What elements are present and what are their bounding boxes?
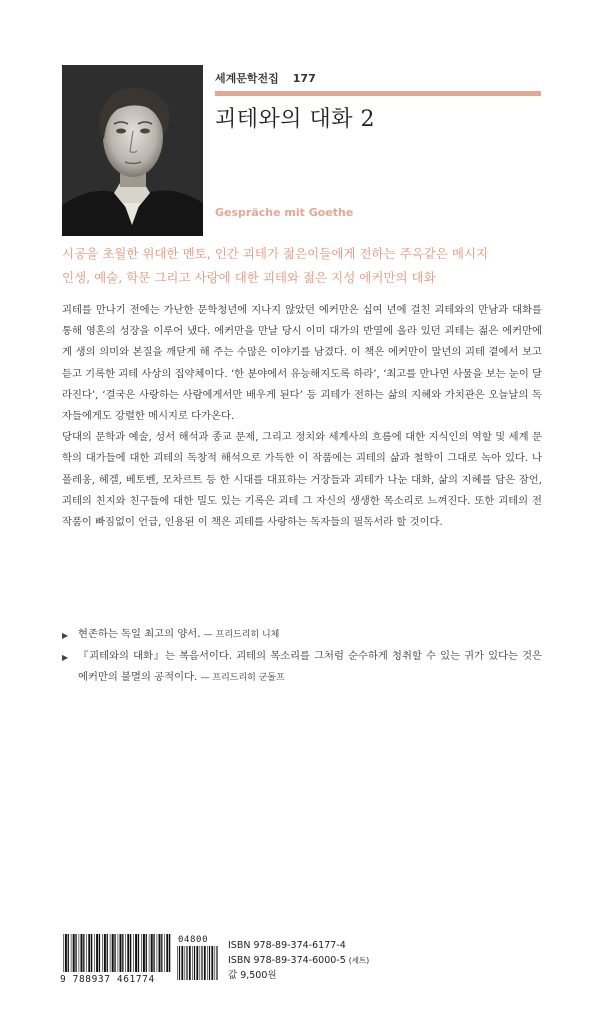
- barcode-bar: [114, 934, 115, 972]
- quotes: [62, 624, 542, 689]
- tagline-1: 시공을 초월한 위대한 멘토, 인간 괴테가 젊은이들에게 전하는 주옥같은 메시지: [62, 246, 489, 261]
- barcode-bar: [189, 946, 191, 980]
- barcode-bar: [192, 946, 193, 980]
- barcode-bar: [83, 934, 84, 972]
- triangle-bullet-icon: ▶: [62, 653, 69, 662]
- barcode-bar: [96, 934, 98, 972]
- barcode-bar: [138, 934, 139, 972]
- quote-text: 『괴테와의 대화』는 복음서이다. 괴테의 목소리를 그처럼 순수하게 청취할 수 있는 귀가 있다는 것은 에커만의 불멸의 공적이다.: [78, 650, 542, 683]
- tagline-2: 인생, 예술, 학문 그리고 사랑에 대한 괴테와 젊은 지성 에커만의 대화: [62, 270, 436, 285]
- barcode-bar: [204, 946, 206, 980]
- barcode-bar: [125, 934, 126, 972]
- barcode-bar: [118, 934, 119, 972]
- triangle-bullet-icon: ▶: [62, 631, 69, 640]
- barcode-bar: [86, 934, 87, 972]
- series-name: 세계문학전집: [215, 72, 279, 85]
- barcode-bar: [81, 934, 83, 972]
- barcode-bar: [186, 946, 187, 980]
- barcode-bar: [63, 934, 64, 972]
- barcode-digits: 9 788937 461774: [60, 974, 155, 985]
- description-paragraph-1: 괴테를 만나기 전에는 가난한 문학청년에 지나지 않았던 에커만은 십여 년에 걸친 괴테와의 만남과 대화를 통해 영혼의 성장을 이루어 냈다. 에커만을 만날 당시 이미 대가의 반열에 올라 있던 괴테는 젊은 에커만에게 생의 의미와 본질을 깨닫게 해 주는 수많은 이야기를 남겼다. 이 책은 에커만이 말년의 괴테 곁에서 보고 듣고 기록한 괴테 사상의 집약체이다. ‘한 분야에서 유능해지도록 하라’, ‘최고를 만나면 사물을 보는 눈이 달라진다’, ‘결국은 사랑하는 사람에게서만 배우게 된다’ 등 괴테가 전하는 삶의 지혜와 가치관은 오늘날의 독자들에게도 강렬한 메시지로 다가온다.: [62, 304, 542, 423]
- barcode-bar: [207, 946, 208, 980]
- goethe-portrait: [62, 65, 203, 236]
- series-number: 177: [292, 72, 316, 85]
- barcode-bar: [107, 934, 108, 972]
- barcode-bar: [216, 946, 217, 980]
- barcode-bar: [177, 946, 178, 980]
- barcode-bar: [75, 934, 76, 972]
- barcode-bar: [99, 934, 100, 972]
- barcode-bar: [102, 934, 103, 972]
- barcode-bar: [122, 934, 123, 972]
- barcode-bar: [79, 934, 80, 972]
- quote-attribution: — 프리드리히 니체: [203, 630, 280, 640]
- barcode-bar: [179, 946, 180, 980]
- barcode-bar: [169, 934, 170, 972]
- barcode-bar: [159, 934, 161, 972]
- barcode-bar: [73, 934, 75, 972]
- isbn-block: [228, 938, 369, 983]
- barcode-bar: [157, 934, 158, 972]
- portrait-illustration: [62, 65, 203, 236]
- barcode-bar: [71, 934, 72, 972]
- original-title: Gespräche mit Goethe: [215, 206, 354, 219]
- description-paragraph-2: 당대의 문학과 예술, 성서 해석과 종교 문제, 그리고 정치와 세계사의 흐름에 대한 지식인의 역할 및 세계 문학의 대가들에 대한 괴테의 독창적 해석으로 가득한 이 작품에는 괴테의 삶과 철학이 그대로 녹아 있다. 나폴레옹, 헤겔, 베토벤, 모차르트 등 한 시대를 대표하는 거장들과 괴테가 나눈 대화, 삶의 지혜를 담은 잠언, 괴테의 친지와 친구들에 대한 밀도 있는 기록은 괴테 그 자신의 생생한 목소리로 느껴진다. 또한 괴테의 전 작품이 빠짐없이 언급, 인용된 이 책은 괴테를 사랑하는 독자들의 필독서라 할 것이다.: [62, 431, 542, 529]
- isbn-line-2: [228, 953, 369, 968]
- accent-bar: [215, 91, 541, 96]
- addon-digits: 04800: [178, 935, 209, 945]
- quote-attribution: — 프리드리히 군돌프: [200, 673, 285, 683]
- series-label: [215, 70, 541, 86]
- barcode-bar: [143, 934, 145, 972]
- barcode-bar: [135, 934, 137, 972]
- barcode-bar: [211, 946, 213, 980]
- barcode-bar: [201, 946, 202, 980]
- barcode-bar: [120, 934, 122, 972]
- barcode-bar: [110, 934, 111, 972]
- barcode-bar: [209, 946, 210, 980]
- barcode-bar: [153, 934, 154, 972]
- price: 값 9,500원: [228, 970, 277, 981]
- barcode-bar: [200, 946, 201, 980]
- quote-1: [62, 624, 542, 646]
- isbn-set-suffix: (세트): [348, 956, 370, 965]
- barcode-bar: [196, 946, 198, 980]
- barcode-bar: [166, 934, 168, 972]
- barcode-bar: [151, 934, 153, 972]
- barcode-bar: [164, 934, 165, 972]
- quote-2: [62, 646, 542, 689]
- barcode-bar: [88, 934, 90, 972]
- barcode-bar: [215, 946, 216, 980]
- barcode-bar: [65, 934, 67, 972]
- isbn-set-number: ISBN 978-89-374-6000-5: [228, 955, 346, 966]
- barcode-bar: [127, 934, 129, 972]
- quote-text: 현존하는 독일 최고의 양서.: [78, 628, 201, 640]
- barcode-bar: [91, 934, 92, 972]
- barcode-bar: [104, 934, 106, 972]
- barcode-bar: [133, 934, 134, 972]
- book-title: 괴테와의 대화 2: [215, 107, 375, 132]
- barcode-bar: [112, 934, 114, 972]
- barcode-bar: [185, 946, 186, 980]
- barcode-bar: [68, 934, 69, 972]
- barcode-bar: [194, 946, 195, 980]
- isbn-line-1: ISBN 978-89-374-6177-4: [228, 940, 346, 951]
- barcode-bar: [161, 934, 162, 972]
- barcode-bar: [130, 934, 131, 972]
- barcode-bar: [146, 934, 147, 972]
- barcode-bar: [181, 946, 183, 980]
- barcode-bar: [94, 934, 95, 972]
- barcode-bar: [141, 934, 142, 972]
- barcode-bar: [149, 934, 150, 972]
- description: [62, 300, 542, 533]
